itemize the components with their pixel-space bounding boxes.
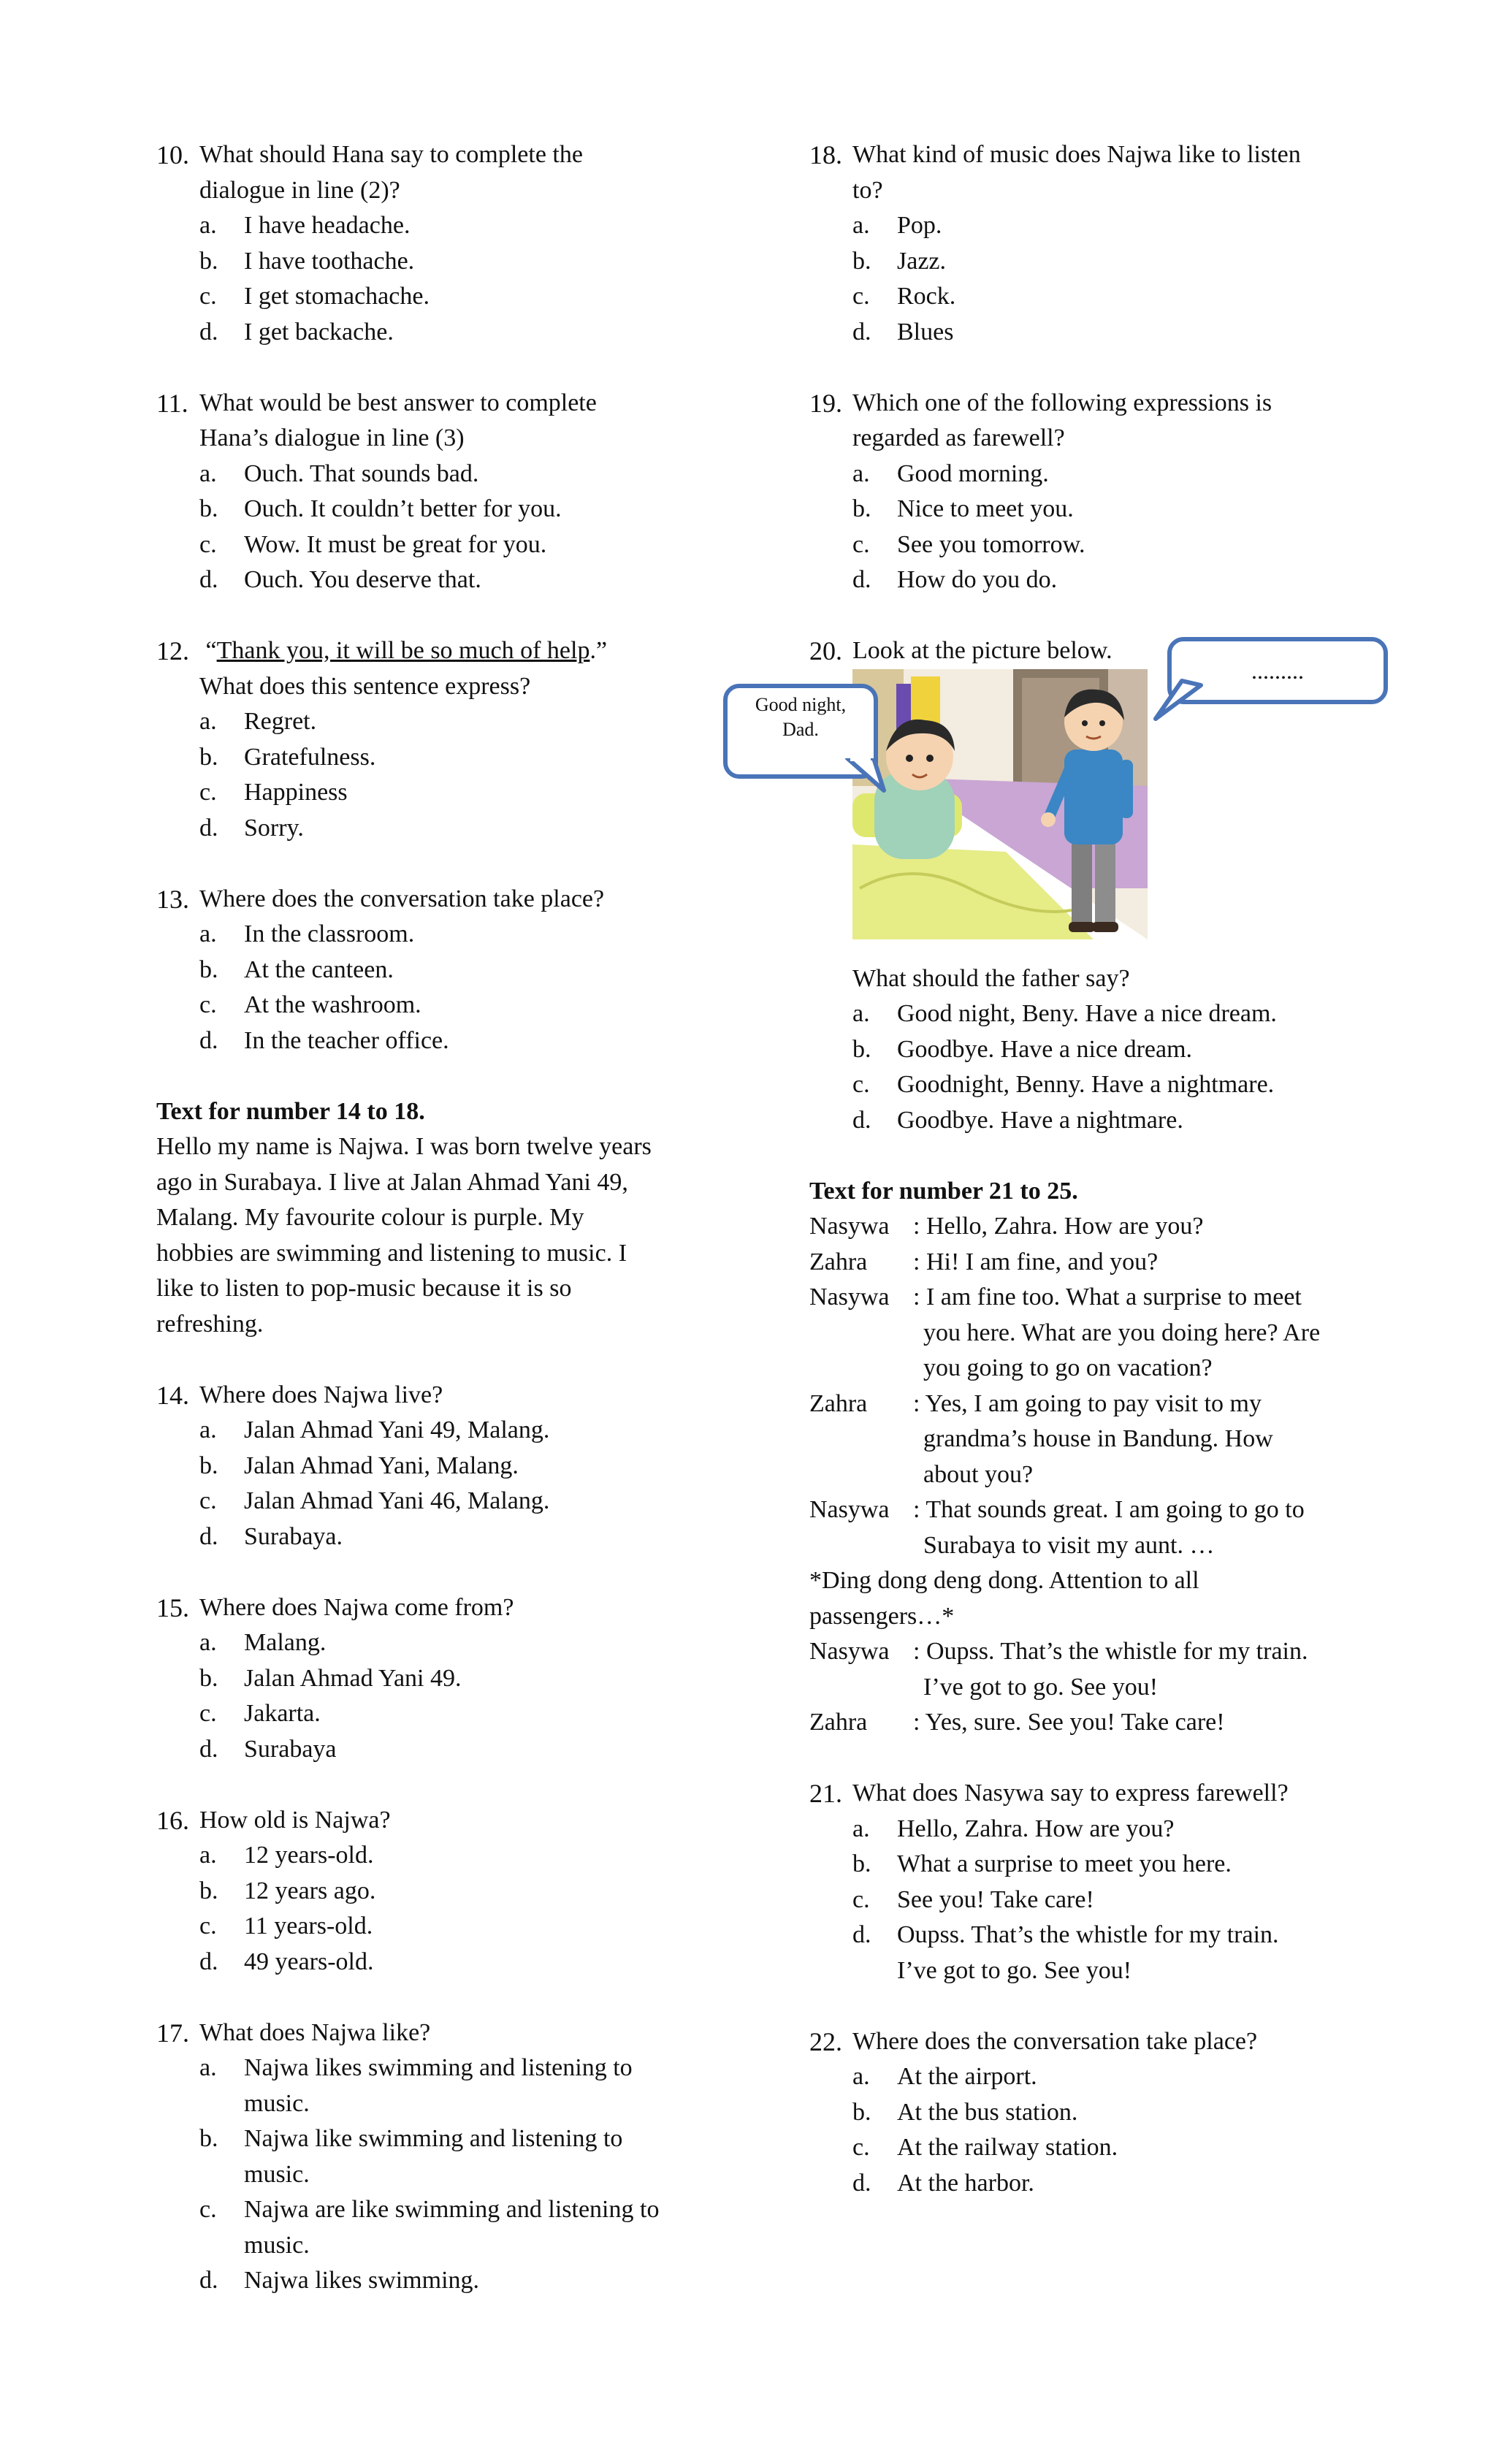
option-letter: b. bbox=[199, 956, 218, 983]
dialogue-turn bbox=[809, 1245, 1365, 1281]
question-19 bbox=[809, 386, 1365, 598]
option-b bbox=[156, 1661, 711, 1697]
option-letter: c. bbox=[199, 991, 217, 1018]
dialogue-line: grandma’s house in Bandung. How bbox=[923, 1425, 1273, 1452]
option-text: 11 years-old. bbox=[244, 1912, 373, 1939]
option-text: Ouch. That sounds bad. bbox=[244, 459, 479, 487]
dialogue-text bbox=[809, 1174, 1365, 1741]
option-c bbox=[156, 2192, 711, 2228]
option-letter: a. bbox=[199, 920, 217, 947]
question-number: 20. bbox=[809, 636, 842, 665]
option-a bbox=[809, 996, 1365, 1032]
dialogue-turn bbox=[809, 1209, 1365, 1245]
question-stem bbox=[156, 1378, 711, 1414]
option-letter: c. bbox=[199, 2196, 217, 2223]
option-letter: d. bbox=[199, 566, 218, 593]
option-text: Nice to meet you. bbox=[897, 495, 1074, 522]
option-continuation bbox=[156, 2086, 711, 2122]
speaker-name: Nasywa bbox=[809, 1496, 890, 1523]
option-a bbox=[156, 917, 711, 953]
dialogue-line: Surabaya to visit my aunt. … bbox=[923, 1531, 1215, 1559]
option-letter: c. bbox=[199, 1700, 217, 1727]
option-text: At the canteen. bbox=[244, 956, 394, 983]
option-continuation bbox=[156, 2228, 711, 2264]
option-a bbox=[156, 2051, 711, 2086]
option-letter: d. bbox=[199, 1522, 218, 1550]
option-b bbox=[156, 740, 711, 776]
option-d bbox=[156, 562, 711, 598]
dialogue-line: : Hi! I am fine, and you? bbox=[913, 1248, 1159, 1275]
question-14 bbox=[156, 1378, 711, 1555]
child-bubble-tail bbox=[844, 758, 888, 795]
question-12 bbox=[156, 633, 711, 846]
option-c bbox=[156, 1484, 711, 1519]
question-stem bbox=[156, 1590, 711, 1626]
option-a bbox=[156, 457, 711, 492]
option-text: Hello, Zahra. How are you? bbox=[897, 1815, 1175, 1842]
option-d bbox=[809, 562, 1365, 598]
question-21 bbox=[809, 1776, 1365, 1988]
option-letter: b. bbox=[199, 2125, 218, 2152]
question-number: 21. bbox=[809, 1779, 842, 1808]
option-text: At the airport. bbox=[897, 2063, 1037, 2090]
question-number: 17. bbox=[156, 2018, 189, 2048]
option-text: I’ve got to go. See you! bbox=[897, 1956, 1132, 1984]
option-text: Oupss. That’s the whistle for my train. bbox=[897, 1921, 1279, 1948]
option-text: In the teacher office. bbox=[244, 1026, 449, 1054]
option-letter: d. bbox=[199, 318, 218, 346]
option-text: Jazz. bbox=[897, 247, 947, 275]
option-text: Wow. It must be great for you. bbox=[244, 530, 547, 558]
option-text: music. bbox=[244, 2160, 310, 2188]
option-d bbox=[809, 315, 1365, 351]
option-letter: a. bbox=[852, 212, 870, 239]
option-a bbox=[809, 208, 1365, 244]
reading-line: Hello my name is Najwa. I was born twelve years bbox=[156, 1133, 652, 1160]
question-text: What does this sentence express? bbox=[199, 672, 531, 700]
option-text: At the railway station. bbox=[897, 2134, 1118, 2161]
dialogue-line: : That sounds great. I am going to go to bbox=[913, 1496, 1305, 1523]
bubble-text: Good night, bbox=[755, 694, 847, 715]
speaker-name: Nasywa bbox=[809, 1638, 890, 1665]
question-text: What does Nasywa say to express farewell? bbox=[852, 1780, 1289, 1807]
option-letter: a. bbox=[199, 459, 217, 487]
option-text: At the washroom. bbox=[244, 991, 421, 1018]
option-letter: b. bbox=[199, 743, 218, 771]
option-letter: a. bbox=[852, 459, 870, 487]
question-text: What would be best answer to complete bbox=[199, 389, 597, 416]
reading-line: like to listen to pop-music because it is so bbox=[156, 1275, 572, 1302]
question-text: What should the father say? bbox=[852, 964, 1130, 992]
question-text: Where does the conversation take place? bbox=[852, 2027, 1258, 2055]
option-letter: a. bbox=[199, 1629, 217, 1656]
option-c bbox=[156, 1909, 711, 1945]
option-text: What a surprise to meet you here. bbox=[897, 1850, 1232, 1877]
option-text: Happiness bbox=[244, 779, 348, 806]
question-text: regarded as farewell? bbox=[852, 424, 1065, 451]
option-continuation bbox=[809, 1953, 1365, 1989]
question-17 bbox=[156, 2015, 711, 2299]
option-letter: d. bbox=[852, 1921, 871, 1948]
reading-line: Malang. My favourite colour is purple. My bbox=[156, 1204, 584, 1231]
option-letter: d. bbox=[199, 1735, 218, 1763]
option-letter: c. bbox=[852, 1885, 870, 1913]
option-d bbox=[156, 315, 711, 351]
question-stem bbox=[156, 137, 711, 173]
option-continuation bbox=[156, 2157, 711, 2193]
question-number: 12. bbox=[156, 636, 189, 665]
option-letter: a. bbox=[852, 1000, 870, 1027]
question-18 bbox=[809, 137, 1365, 350]
option-c bbox=[809, 1883, 1365, 1918]
option-text: music. bbox=[244, 2231, 310, 2259]
question-stem bbox=[156, 882, 711, 918]
option-letter: d. bbox=[852, 1106, 871, 1134]
reading-title: Text for number 21 to 25. bbox=[809, 1177, 1078, 1205]
option-letter: b. bbox=[199, 495, 218, 522]
question-number: 13. bbox=[156, 884, 189, 914]
question-stem bbox=[809, 421, 1365, 457]
option-text: Blues bbox=[897, 318, 954, 346]
dialogue-line: I’ve got to go. See you! bbox=[923, 1673, 1159, 1701]
question-stem bbox=[156, 173, 711, 209]
option-c bbox=[156, 279, 711, 315]
option-text: Ouch. It couldn’t better for you. bbox=[244, 495, 562, 522]
option-text: Rock. bbox=[897, 283, 956, 310]
question-number: 18. bbox=[809, 140, 842, 169]
question-number: 14. bbox=[156, 1380, 189, 1410]
question-text: dialogue in line (2)? bbox=[199, 176, 400, 204]
option-text: I have headache. bbox=[244, 212, 411, 239]
option-letter: c. bbox=[199, 779, 217, 806]
option-letter: d. bbox=[199, 1026, 218, 1054]
option-letter: b. bbox=[852, 1850, 871, 1877]
question-stem bbox=[809, 386, 1365, 422]
dialogue-turn bbox=[809, 1492, 1365, 1528]
reading-line: ago in Surabaya. I live at Jalan Ahmad Yani 49, bbox=[156, 1168, 628, 1196]
quoted-sentence: Thank you, it will be so much of help bbox=[216, 637, 590, 664]
option-text: Jalan Ahmad Yani 46, Malang. bbox=[244, 1487, 550, 1514]
option-letter: a. bbox=[199, 1416, 217, 1443]
option-letter: c. bbox=[199, 283, 217, 310]
question-stem bbox=[809, 1776, 1365, 1812]
option-b bbox=[156, 1874, 711, 1910]
option-text: Najwa likes swimming. bbox=[244, 2267, 480, 2294]
option-text: I get stomachache. bbox=[244, 283, 430, 310]
option-letter: a. bbox=[199, 2054, 217, 2081]
option-d bbox=[156, 1023, 711, 1059]
option-text: In the classroom. bbox=[244, 920, 415, 947]
option-b bbox=[809, 244, 1365, 280]
option-a bbox=[156, 1625, 711, 1661]
question-15 bbox=[156, 1590, 711, 1768]
option-letter: b. bbox=[852, 2098, 871, 2126]
question-stem bbox=[809, 961, 1365, 997]
bubble-text: ......... bbox=[1251, 657, 1304, 684]
question-number: 10. bbox=[156, 140, 189, 169]
dialogue-turn bbox=[809, 1705, 1365, 1741]
question-stem bbox=[156, 421, 711, 457]
option-letter: d. bbox=[199, 814, 218, 842]
narration-line: passengers…* bbox=[809, 1602, 955, 1630]
question-13 bbox=[156, 882, 711, 1059]
reading-title: Text for number 14 to 18. bbox=[156, 1097, 425, 1125]
question-stem bbox=[156, 633, 711, 669]
option-text: At the bus station. bbox=[897, 2098, 1078, 2126]
narration-line: *Ding dong deng dong. Attention to all bbox=[809, 1567, 1199, 1594]
option-text: Sorry. bbox=[244, 814, 304, 842]
question-16 bbox=[156, 1803, 711, 1980]
option-letter: c. bbox=[199, 530, 217, 558]
question-22 bbox=[809, 2024, 1365, 2202]
option-text: 49 years-old. bbox=[244, 1948, 374, 1975]
question-text: Look at the picture below. bbox=[852, 637, 1113, 664]
question-20 bbox=[755, 633, 1365, 1138]
option-text: Good night, Beny. Have a nice dream. bbox=[897, 1000, 1277, 1027]
option-text: Jalan Ahmad Yani, Malang. bbox=[244, 1452, 519, 1479]
dialogue-continuation bbox=[809, 1528, 1365, 1564]
option-letter: d. bbox=[852, 566, 871, 593]
question-number: 15. bbox=[156, 1593, 189, 1622]
dialogue-line: about you? bbox=[923, 1460, 1034, 1488]
dialogue-line: you going to go on vacation? bbox=[923, 1354, 1213, 1381]
option-text: Goodbye. Have a nightmare. bbox=[897, 1106, 1183, 1134]
option-c bbox=[809, 279, 1365, 315]
option-text: Malang. bbox=[244, 1629, 327, 1656]
option-text: See you tomorrow. bbox=[897, 530, 1085, 558]
option-b bbox=[809, 1847, 1365, 1883]
question-stem bbox=[809, 2024, 1365, 2060]
option-a bbox=[156, 1413, 711, 1449]
option-letter: b. bbox=[199, 1664, 218, 1692]
question-text: Where does Najwa live? bbox=[199, 1381, 443, 1408]
dialogue-line: : Hello, Zahra. How are you? bbox=[913, 1213, 1204, 1240]
option-letter: a. bbox=[199, 708, 217, 735]
option-c bbox=[156, 988, 711, 1023]
option-letter: c. bbox=[199, 1487, 217, 1514]
speaker-name: Zahra bbox=[809, 1709, 868, 1736]
question-number: 11. bbox=[156, 388, 188, 418]
option-text: I get backache. bbox=[244, 318, 394, 346]
dialogue-continuation bbox=[809, 1422, 1365, 1457]
option-letter: b. bbox=[852, 1035, 871, 1063]
dialogue-turn bbox=[809, 1387, 1365, 1422]
option-d bbox=[809, 1103, 1365, 1139]
option-text: music. bbox=[244, 2089, 310, 2117]
option-letter: c. bbox=[852, 530, 870, 558]
question-text: Where does the conversation take place? bbox=[199, 885, 605, 912]
question-number: 22. bbox=[809, 2026, 842, 2056]
question-text: Hana’s dialogue in line (3) bbox=[199, 424, 465, 451]
left-column bbox=[156, 137, 711, 2334]
option-letter: b. bbox=[199, 247, 218, 275]
option-a bbox=[156, 208, 711, 244]
option-text: Jalan Ahmad Yani 49. bbox=[244, 1664, 462, 1692]
option-b bbox=[156, 2121, 711, 2157]
option-b bbox=[809, 1032, 1365, 1068]
question-stem bbox=[809, 173, 1365, 209]
right-column bbox=[755, 137, 1365, 2237]
question-stem bbox=[156, 2015, 711, 2051]
question-stem bbox=[809, 137, 1365, 173]
option-c bbox=[156, 775, 711, 811]
option-a bbox=[156, 704, 711, 740]
option-c bbox=[156, 527, 711, 563]
reading-text bbox=[156, 1094, 711, 1343]
option-d bbox=[156, 1732, 711, 1768]
option-text: Goodnight, Benny. Have a nightmare. bbox=[897, 1071, 1275, 1098]
father-bubble-tail bbox=[1153, 678, 1204, 722]
question-text: What does Najwa like? bbox=[199, 2018, 431, 2046]
question-text: Which one of the following expressions is bbox=[852, 389, 1272, 416]
option-c bbox=[809, 1067, 1365, 1103]
dialogue-line: : I am fine too. What a surprise to meet bbox=[913, 1284, 1302, 1311]
option-b bbox=[809, 2095, 1365, 2131]
option-letter: b. bbox=[199, 1452, 218, 1479]
dialogue-line: : Yes, sure. See you! Take care! bbox=[913, 1709, 1225, 1736]
option-text: 12 years ago. bbox=[244, 1877, 376, 1904]
option-a bbox=[809, 2059, 1365, 2095]
option-text: Jalan Ahmad Yani 49, Malang. bbox=[244, 1416, 550, 1443]
option-letter: c. bbox=[199, 1912, 217, 1939]
option-b bbox=[156, 1449, 711, 1484]
question-stem bbox=[156, 1803, 711, 1839]
option-letter: a. bbox=[852, 2063, 870, 2090]
bubble-text: Dad. bbox=[782, 719, 819, 740]
question-text: How old is Najwa? bbox=[199, 1806, 391, 1834]
option-text: Pop. bbox=[897, 212, 942, 239]
option-c bbox=[156, 1696, 711, 1732]
option-b bbox=[156, 492, 711, 527]
option-text: Regret. bbox=[244, 708, 317, 735]
option-text: How do you do. bbox=[897, 566, 1058, 593]
option-letter: d. bbox=[852, 318, 871, 346]
dialogue-continuation bbox=[809, 1670, 1365, 1706]
option-b bbox=[156, 953, 711, 988]
option-letter: d. bbox=[852, 2169, 871, 2197]
speaker-name: Zahra bbox=[809, 1389, 868, 1417]
option-a bbox=[809, 1812, 1365, 1847]
option-text: Goodbye. Have a nice dream. bbox=[897, 1035, 1193, 1063]
option-letter: d. bbox=[199, 1948, 218, 1975]
option-text: I have toothache. bbox=[244, 247, 415, 275]
question-text: Where does Najwa come from? bbox=[199, 1593, 514, 1621]
question-stem bbox=[156, 669, 711, 705]
option-text: Jakarta. bbox=[244, 1700, 321, 1727]
option-b bbox=[809, 492, 1365, 527]
option-d bbox=[156, 2263, 711, 2299]
option-letter: d. bbox=[199, 2267, 218, 2294]
option-text: Najwa are like swimming and listening to bbox=[244, 2196, 660, 2223]
dialogue-line: : Oupss. That’s the whistle for my train. bbox=[913, 1638, 1308, 1665]
option-letter: b. bbox=[199, 1877, 218, 1904]
dialogue-turn bbox=[809, 1634, 1365, 1670]
option-d bbox=[809, 1918, 1365, 1953]
dialogue-line: you here. What are you doing here? Are bbox=[923, 1319, 1321, 1346]
option-letter: a. bbox=[852, 1815, 870, 1842]
option-text: See you! Take care! bbox=[897, 1885, 1094, 1913]
option-letter: a. bbox=[199, 1842, 217, 1869]
question-stem bbox=[156, 386, 711, 422]
picture-area bbox=[852, 669, 1365, 961]
option-c bbox=[809, 527, 1365, 563]
question-10 bbox=[156, 137, 711, 350]
option-d bbox=[156, 1945, 711, 1980]
option-text: Najwa like swimming and listening to bbox=[244, 2125, 623, 2152]
option-a bbox=[156, 1838, 711, 1874]
speaker-name: Zahra bbox=[809, 1248, 868, 1275]
option-text: Good morning. bbox=[897, 459, 1049, 487]
option-text: 12 years-old. bbox=[244, 1842, 374, 1869]
option-d bbox=[156, 1519, 711, 1555]
dialogue-turn bbox=[809, 1280, 1365, 1316]
option-text: Najwa likes swimming and listening to bbox=[244, 2054, 633, 2081]
dialogue-continuation bbox=[809, 1457, 1365, 1493]
option-letter: c. bbox=[852, 283, 870, 310]
question-text: What kind of music does Najwa like to listen bbox=[852, 141, 1301, 168]
option-c bbox=[809, 2130, 1365, 2166]
option-letter: c. bbox=[852, 1071, 870, 1098]
option-letter: a. bbox=[199, 212, 217, 239]
option-letter: b. bbox=[852, 495, 871, 522]
option-text: Ouch. You deserve that. bbox=[244, 566, 481, 593]
option-b bbox=[156, 244, 711, 280]
question-number: 19. bbox=[809, 388, 842, 418]
option-d bbox=[156, 811, 711, 847]
option-letter: b. bbox=[852, 247, 871, 275]
option-d bbox=[809, 2166, 1365, 2202]
reading-line: refreshing. bbox=[156, 1310, 264, 1338]
question-number: 16. bbox=[156, 1805, 189, 1835]
speaker-name: Nasywa bbox=[809, 1284, 890, 1311]
option-text: Gratefulness. bbox=[244, 743, 376, 771]
quote-mark: .” bbox=[589, 637, 608, 664]
dialogue-line: : Yes, I am going to pay visit to my bbox=[913, 1389, 1262, 1417]
dialogue-continuation bbox=[809, 1316, 1365, 1351]
question-11 bbox=[156, 386, 711, 598]
option-text: At the harbor. bbox=[897, 2169, 1034, 2197]
option-text: Surabaya bbox=[244, 1735, 337, 1763]
question-text: to? bbox=[852, 176, 883, 204]
reading-line: hobbies are swimming and listening to music. I bbox=[156, 1239, 627, 1267]
dialogue-continuation bbox=[809, 1351, 1365, 1387]
option-a bbox=[809, 457, 1365, 492]
bedroom-illustration bbox=[852, 669, 1148, 939]
question-text: What should Hana say to complete the bbox=[199, 141, 583, 168]
option-text: Surabaya. bbox=[244, 1522, 343, 1550]
speaker-name: Nasywa bbox=[809, 1213, 890, 1240]
quote-mark: “ bbox=[205, 637, 217, 664]
option-letter: c. bbox=[852, 2134, 870, 2161]
